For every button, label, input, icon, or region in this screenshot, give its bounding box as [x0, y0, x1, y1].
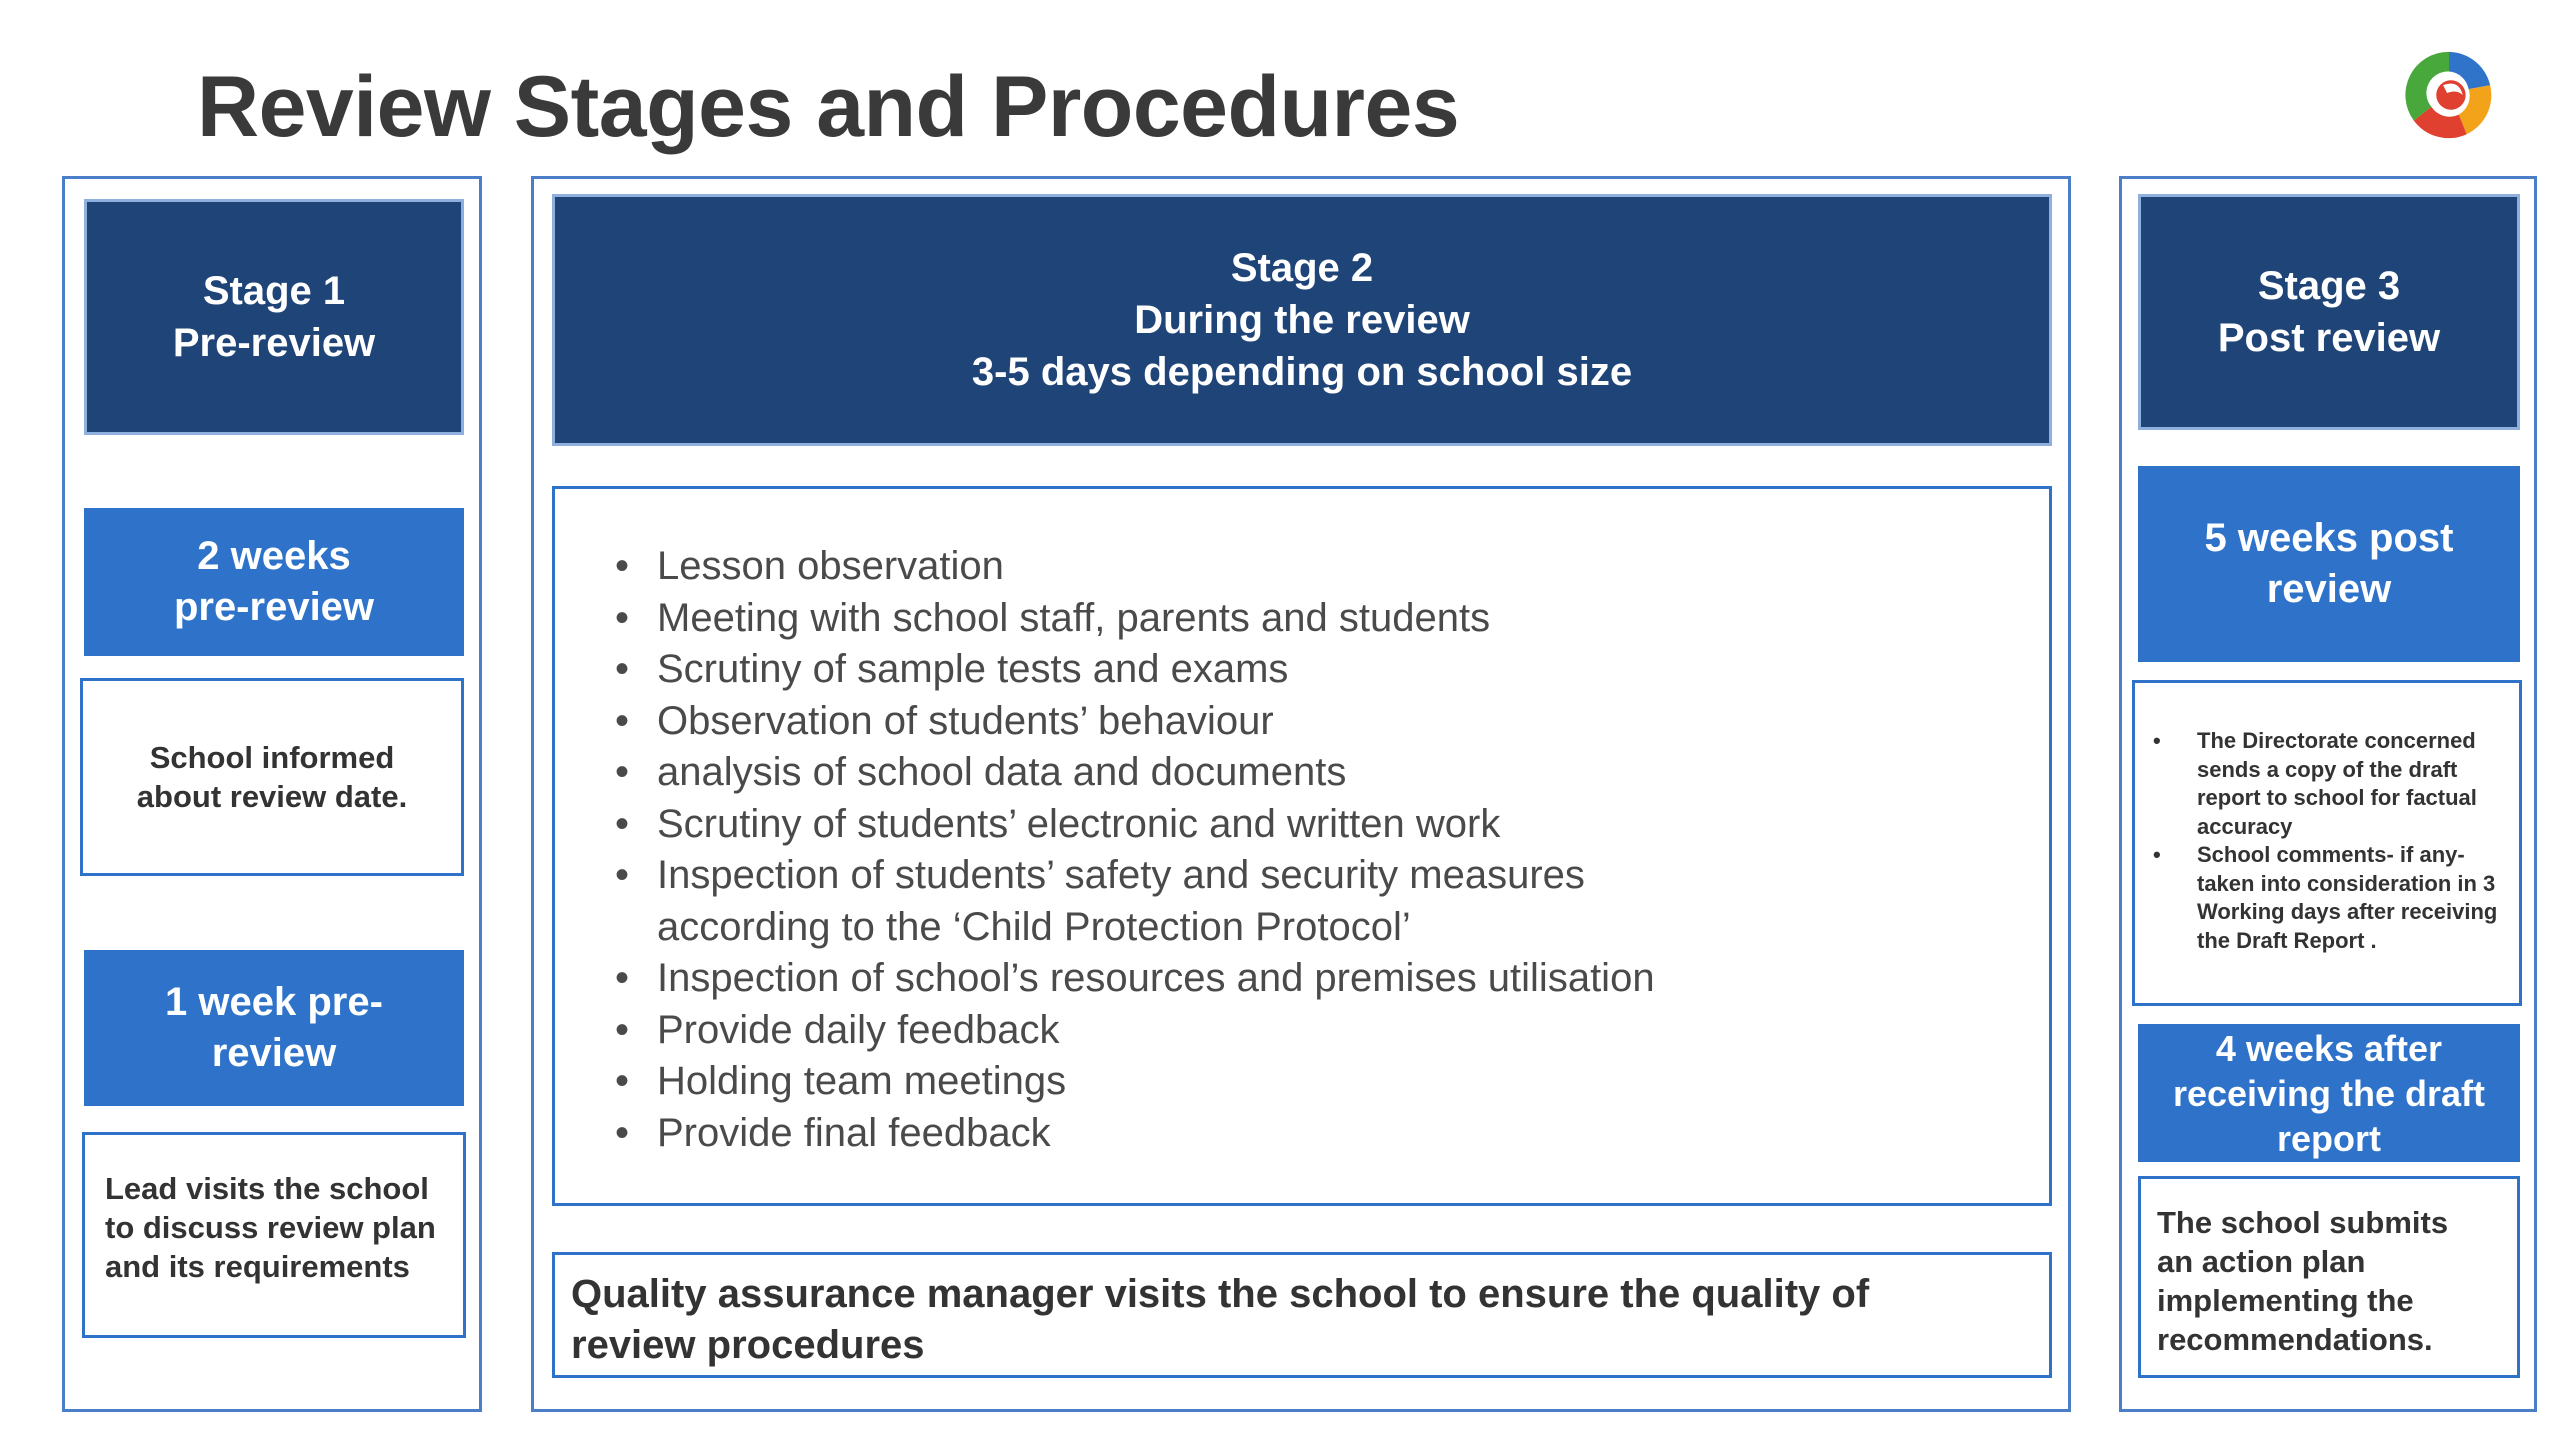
activity-item: • analysis of school data and documents: [615, 747, 1735, 799]
activity-item: • Scrutiny of students’ electronic and written work: [615, 799, 1735, 851]
activity-item: • Inspection of students’ safety and security measures according to the ‘Child Protection Protocol’: [615, 850, 1735, 953]
activity-item: • Holding team meetings: [615, 1056, 1735, 1108]
stage1-step2-text-line3: and its requirements: [105, 1249, 410, 1284]
post-review-point: • School comments- if any- taken into consideration in 3 Working days after receiving the Draft Report .: [2197, 841, 2509, 955]
stage3-header: [2138, 194, 2520, 430]
stage2-name: During the review: [1134, 298, 1470, 342]
stage3-step1-label-line1: 5 weeks post: [2204, 516, 2454, 560]
stage3-step1-description: [2132, 680, 2522, 1006]
stage3-step1-label-line2: review: [2266, 567, 2392, 611]
qa-note-line2: review procedures: [571, 1323, 925, 1367]
stage3-number: Stage 3: [2257, 264, 2401, 308]
qa-note-line1: Quality assurance manager visits the school to ensure the quality of: [571, 1272, 1870, 1316]
stage3-name: Post review: [2217, 316, 2441, 360]
stage1-step2-label: [84, 950, 464, 1106]
stage1-step1-label-line2: pre-review: [173, 585, 375, 629]
post-review-point: • The Directorate concerned sends a copy of the draft report to school for factual accuracy: [2197, 727, 2509, 841]
stage3-step2-label-line2: receiving the draft: [2172, 1072, 2486, 1114]
activity-item: • Lesson observation: [615, 541, 1735, 593]
stage3-step1-points: [2197, 727, 2509, 955]
multicolor-swirl-logo-icon: [2400, 46, 2498, 144]
stage1-step2-text-line1: Lead visits the school: [105, 1171, 429, 1206]
stage3-step2-description: [2138, 1176, 2520, 1378]
stage2-activities-list: [615, 541, 1735, 1159]
activity-item: • Scrutiny of sample tests and exams: [615, 644, 1735, 696]
stage2-number: Stage 2: [1230, 246, 1374, 290]
stage3-step2-text-line4: recommendations.: [2157, 1322, 2433, 1357]
activity-item: • Provide final feedback: [615, 1108, 1735, 1160]
stage1-step1-text-line1: School informed: [149, 740, 395, 775]
stage3-step2-text-line2: an action plan: [2157, 1244, 2366, 1279]
stage3-step2-text-line1: The school submits: [2157, 1205, 2449, 1240]
stage2-qa-note: [552, 1252, 2052, 1378]
activity-item: • Observation of students’ behaviour: [615, 696, 1735, 748]
stage1-number: Stage 1: [202, 269, 346, 313]
page-title: Review Stages and Procedures: [197, 59, 1460, 155]
stage1-step1-text-line2: about review date.: [136, 779, 408, 814]
stage1-step2-description: [82, 1132, 466, 1338]
stage1-step2-label-line2: review: [211, 1031, 337, 1075]
stage1-step1-label-line1: 2 weeks: [197, 534, 351, 578]
stage2-header: [552, 194, 2052, 446]
stage1-step2-label-line1: 1 week pre-: [165, 980, 383, 1024]
stage2-activities-box: [552, 486, 2052, 1206]
stage3-step1-label: [2138, 466, 2520, 662]
stage3-step2-label: [2138, 1024, 2520, 1162]
activity-item: • Inspection of school’s resources and premises utilisation: [615, 953, 1735, 1005]
stage1-step1-description: [80, 678, 464, 876]
stage1-header: [84, 199, 464, 435]
stage3-step2-text-line3: implementing the: [2157, 1283, 2414, 1318]
stage2-duration: 3-5 days depending on school size: [971, 350, 1633, 394]
stage1-step2-text-line2: to discuss review plan: [105, 1210, 436, 1245]
stage3-step2-label-line1: 4 weeks after: [2215, 1027, 2443, 1069]
stage1-step1-label: [84, 508, 464, 656]
activity-item: • Provide daily feedback: [615, 1005, 1735, 1057]
activity-item: • Meeting with school staff, parents and students: [615, 593, 1735, 645]
stage1-name: Pre-review: [172, 321, 376, 365]
stage3-step2-label-line3: report: [2276, 1117, 2381, 1159]
